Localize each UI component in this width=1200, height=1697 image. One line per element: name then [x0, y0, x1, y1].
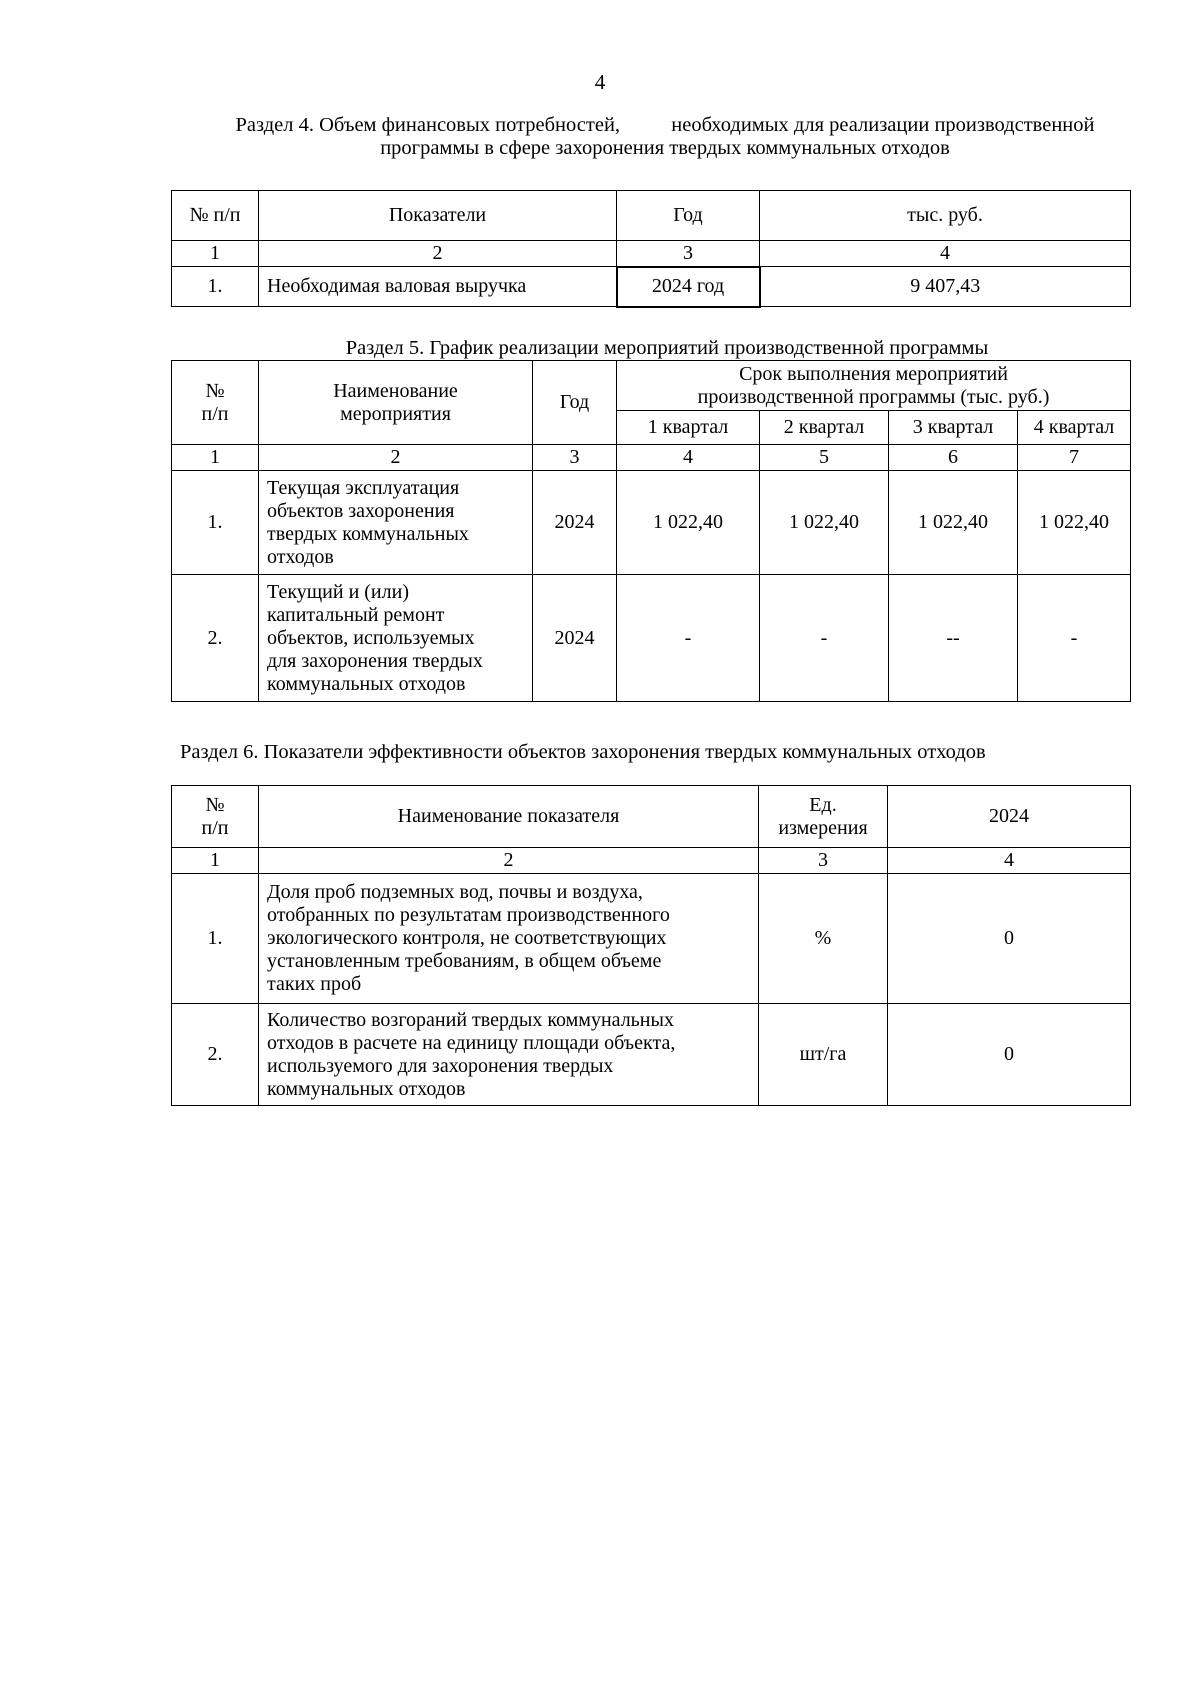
row-name-line: Текущий и (или) — [267, 580, 409, 603]
row-num: 1. — [172, 267, 259, 307]
row-year: 2024 год — [617, 267, 760, 307]
header-term-line1: Срок выполнения мероприятий — [739, 362, 1008, 385]
header-value: тыс. руб. — [760, 191, 1131, 241]
row-unit: % — [759, 874, 888, 1004]
header-term — [617, 361, 1131, 411]
row-name — [259, 471, 533, 575]
row-unit: шт/га — [759, 1004, 888, 1106]
section4-heading-line1: Раздел 4. Объем финансовых потребностей, необходимых для реализации производственной — [235, 114, 1095, 136]
col-number: 7 — [1018, 445, 1131, 471]
header-name-line1: Наименование — [333, 379, 458, 402]
header-num-line1: № — [205, 793, 225, 816]
header-indicator: Показатели — [259, 191, 617, 241]
header-quarter-3: 3 квартал — [889, 411, 1018, 445]
col-number: 2 — [259, 848, 759, 874]
table-row — [172, 874, 1131, 1004]
row-name-line: Количество возгораний твердых коммунальных — [267, 1008, 674, 1031]
row-q1: - — [617, 575, 760, 702]
header-num-line1: № — [205, 379, 225, 402]
row-name-line: твердых коммунальных — [267, 522, 469, 545]
section5-heading: Раздел 5. График реализации мероприятий производственной программы — [345, 337, 989, 359]
row-q3: -- — [889, 575, 1018, 702]
header-unit — [759, 786, 888, 848]
table-header-row — [172, 191, 1131, 241]
row-q3: 1 022,40 — [889, 471, 1018, 575]
table-row — [172, 1004, 1131, 1106]
row-value: 0 — [888, 1004, 1131, 1106]
row-value: 0 — [888, 874, 1131, 1004]
column-number-row — [172, 848, 1131, 874]
col-number: 3 — [533, 445, 617, 471]
row-name-line: экологического контроля, не соответствующих — [267, 927, 667, 949]
header-name — [259, 361, 533, 445]
row-num: 2. — [172, 575, 259, 702]
section4-heading-line2: программы в сфере захоронения твердых коммунальных отходов — [380, 137, 950, 159]
column-number-row — [172, 241, 1131, 267]
header-term-line2: производственной программы (тыс. руб.) — [697, 385, 1050, 408]
row-name-line: капитальный ремонт — [267, 603, 445, 626]
row-num: 1. — [172, 874, 259, 1004]
table-header-row — [172, 361, 1131, 411]
row-year: 2024 — [533, 471, 617, 575]
row-name-line: таких проб — [267, 973, 362, 995]
col-number: 3 — [617, 241, 760, 267]
section5-table — [171, 360, 1131, 702]
header-num — [172, 361, 259, 445]
row-name-line: коммунальных отходов — [267, 1077, 466, 1100]
table-header-row — [172, 786, 1131, 848]
col-number: 1 — [172, 445, 259, 471]
row-num: 2. — [172, 1004, 259, 1106]
row-name-line: Текущая эксплуатация — [267, 476, 460, 499]
col-number: 1 — [172, 241, 259, 267]
col-number: 4 — [617, 445, 760, 471]
header-name: Наименование показателя — [259, 786, 759, 848]
row-num: 1. — [172, 471, 259, 575]
header-num — [172, 786, 259, 848]
row-name-line: отходов в расчете на единицу площади объекта, — [267, 1031, 676, 1054]
row-name-line: установленным требованиям, в общем объеме — [267, 950, 662, 972]
col-number: 3 — [759, 848, 888, 874]
header-year: 2024 — [888, 786, 1131, 848]
header-unit-line1: Ед. — [809, 793, 837, 816]
table-row — [172, 471, 1131, 575]
row-q1: 1 022,40 — [617, 471, 760, 575]
row-name-line: отходов — [267, 545, 334, 568]
row-q2: - — [760, 575, 889, 702]
row-value: 9 407,43 — [760, 267, 1131, 307]
header-quarter-1: 1 квартал — [617, 411, 760, 445]
col-number: 6 — [889, 445, 1018, 471]
header-quarter-4: 4 квартал — [1018, 411, 1131, 445]
col-number: 5 — [760, 445, 889, 471]
section6-heading: Раздел 6. Показатели эффективности объектов захоронения твердых коммунальных отходов — [180, 741, 986, 763]
header-num: № п/п — [172, 191, 259, 241]
row-q4: 1 022,40 — [1018, 471, 1131, 575]
row-name-line: для захоронения твердых — [267, 649, 483, 672]
row-name-line: коммунальных отходов — [267, 672, 466, 695]
row-name-line: Доля проб подземных вод, почвы и воздуха, — [267, 881, 643, 903]
section6-table — [171, 785, 1131, 1106]
col-number: 4 — [888, 848, 1131, 874]
header-name-line2: мероприятия — [340, 402, 451, 425]
row-q2: 1 022,40 — [760, 471, 889, 575]
section4-heading — [170, 114, 1160, 160]
header-num-line2: п/п — [201, 816, 229, 839]
row-year: 2024 — [533, 575, 617, 702]
row-name — [259, 575, 533, 702]
row-name-line: используемого для захоронения твердых — [267, 1054, 614, 1077]
row-name — [259, 1004, 759, 1106]
header-year: Год — [533, 361, 617, 445]
row-name — [259, 874, 759, 1004]
col-number: 1 — [172, 848, 259, 874]
row-indicator: Необходимая валовая выручка — [259, 267, 617, 307]
row-name-line: объектов, используемых — [267, 626, 475, 649]
row-name-line: отобранных по результатам производственного — [267, 904, 670, 926]
section4-table — [171, 190, 1131, 308]
column-number-row — [172, 445, 1131, 471]
table-row — [172, 575, 1131, 702]
col-number: 4 — [760, 241, 1131, 267]
page-number: 4 — [594, 70, 606, 94]
col-number: 2 — [259, 445, 533, 471]
row-q4: - — [1018, 575, 1131, 702]
header-year: Год — [617, 191, 760, 241]
row-name-line: объектов захоронения — [267, 499, 455, 522]
table-row — [172, 267, 1131, 307]
header-unit-line2: измерения — [778, 816, 868, 839]
header-quarter-2: 2 квартал — [760, 411, 889, 445]
col-number: 2 — [259, 241, 617, 267]
header-num-line2: п/п — [201, 402, 229, 425]
